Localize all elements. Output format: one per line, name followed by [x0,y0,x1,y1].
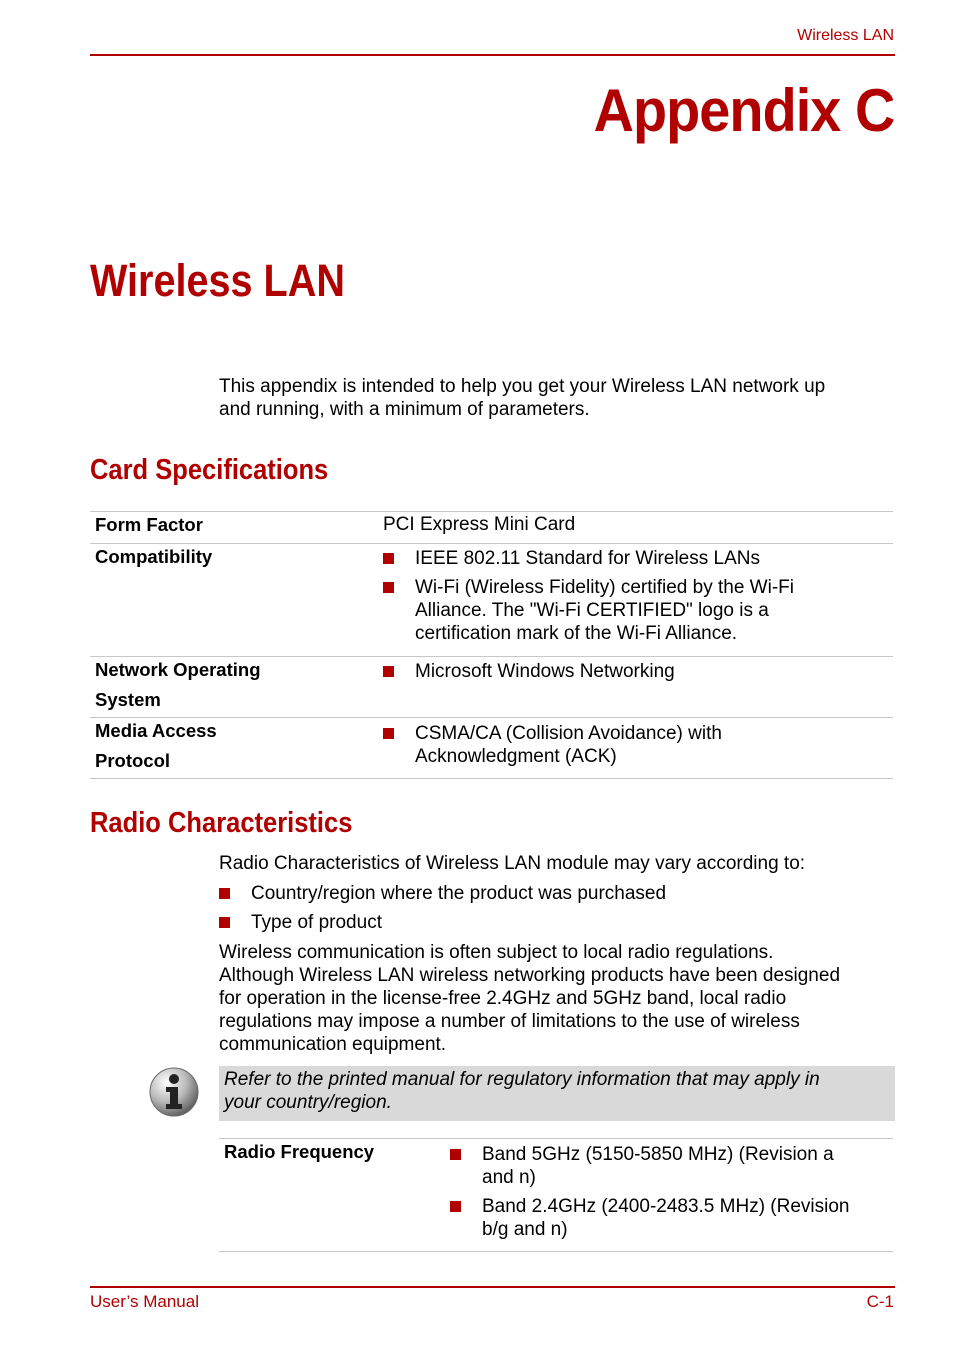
note-text [224,1068,884,1114]
paragraph-line: regulations may impose a number of limitations to the use of wireless [219,1011,800,1032]
footer-rule [90,1286,895,1288]
network-os-label-line: Network Operating [95,659,261,680]
form-factor-label: Form Factor [95,514,203,535]
intro-paragraph [219,375,899,421]
square-bullet-icon [383,666,394,677]
compatibility-label: Compatibility [95,546,213,567]
page-number: C-1 [866,1292,894,1311]
intro-line: This appendix is intended to help you get your Wireless LAN network up [219,376,826,397]
note-line: your country/region. [224,1092,392,1113]
square-bullet-icon [383,728,394,739]
media-access-label-line: Media Access [95,720,217,741]
running-header: Wireless LAN [797,27,894,44]
network-os-label-line: System [95,689,161,710]
square-bullet-icon [450,1149,461,1160]
square-bullet-icon [219,917,230,928]
header-rule [90,54,895,56]
radio-regulation-paragraph [219,941,899,1056]
media-access-label-line: Protocol [95,750,171,771]
intro-line: and running, with a minimum of parameters. [219,399,590,420]
paragraph-line: for operation in the license-free 2.4GHz and 5GHz band, local radio [219,988,787,1009]
square-bullet-icon [219,888,230,899]
info-icon [148,1066,200,1118]
paragraph-line: Wireless communication is often subject to local radio regulations. [219,942,774,963]
square-bullet-icon [383,582,394,593]
footer-manual-label: User’s Manual [90,1292,199,1311]
paragraph-line: Although Wireless LAN wireless networking products have been designed [219,965,841,986]
square-bullet-icon [450,1201,461,1212]
chapter-title: Wireless LAN [90,255,345,306]
table-rule [219,1251,893,1252]
appendix-title: Appendix C [593,77,894,144]
table-rule [90,511,893,512]
radio-frequency-label: Radio Frequency [224,1141,375,1162]
note-line: Refer to the printed manual for regulatory information that may apply in [224,1069,820,1090]
card-specifications-heading: Card Specifications [90,454,329,486]
form-factor-value: PCI Express Mini Card [383,514,576,535]
square-bullet-icon [383,553,394,564]
table-rule [90,778,893,779]
radio-intro: Radio Characteristics of Wireless LAN module may vary according to: [219,853,806,874]
radio-characteristics-heading: Radio Characteristics [90,807,353,839]
paragraph-line: communication equipment. [219,1034,447,1055]
